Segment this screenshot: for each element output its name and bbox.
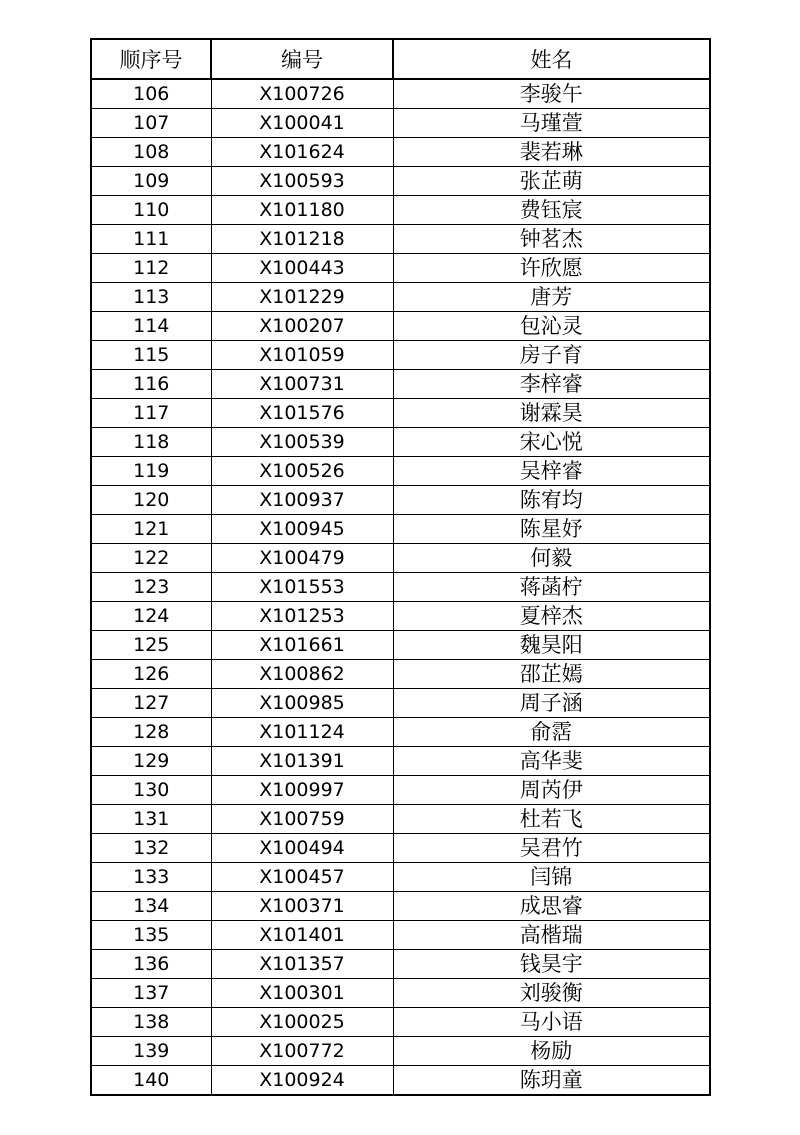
name-cell: 钟茗杰 <box>393 225 710 254</box>
table-row <box>91 1066 710 1096</box>
name-cell: 夏梓杰 <box>393 602 710 631</box>
name-cell: 宋心悦 <box>393 428 710 457</box>
table-row <box>91 109 710 138</box>
seq-cell: 130 <box>91 776 211 805</box>
name-cell: 房子育 <box>393 341 710 370</box>
id-cell: X101059 <box>211 341 393 370</box>
seq-cell: 129 <box>91 747 211 776</box>
table-row <box>91 1037 710 1066</box>
header-row <box>91 39 710 79</box>
name-cell: 张芷萌 <box>393 167 710 196</box>
seq-cell: 126 <box>91 660 211 689</box>
id-cell: X101253 <box>211 602 393 631</box>
seq-cell: 128 <box>91 718 211 747</box>
table-row <box>91 979 710 1008</box>
seq-cell: 138 <box>91 1008 211 1037</box>
seq-cell: 117 <box>91 399 211 428</box>
header-id: 编号 <box>211 39 393 79</box>
id-cell: X100945 <box>211 515 393 544</box>
id-cell: X100997 <box>211 776 393 805</box>
table-row <box>91 225 710 254</box>
seq-cell: 120 <box>91 486 211 515</box>
seq-cell: 132 <box>91 834 211 863</box>
seq-cell: 123 <box>91 573 211 602</box>
id-cell: X100924 <box>211 1066 393 1096</box>
seq-cell: 125 <box>91 631 211 660</box>
id-cell: X100041 <box>211 109 393 138</box>
table-row <box>91 892 710 921</box>
id-cell: X100025 <box>211 1008 393 1037</box>
id-cell: X100593 <box>211 167 393 196</box>
table-header <box>91 39 710 79</box>
name-cell: 李梓睿 <box>393 370 710 399</box>
name-cell: 闫锦 <box>393 863 710 892</box>
table-row <box>91 573 710 602</box>
id-cell: X101624 <box>211 138 393 167</box>
table-row <box>91 428 710 457</box>
table-row <box>91 747 710 776</box>
table-row <box>91 863 710 892</box>
table-row <box>91 805 710 834</box>
name-cell: 钱昊宇 <box>393 950 710 979</box>
table-row <box>91 486 710 515</box>
table-row <box>91 950 710 979</box>
seq-cell: 121 <box>91 515 211 544</box>
name-cell: 高华斐 <box>393 747 710 776</box>
name-cell: 杜若飞 <box>393 805 710 834</box>
name-cell: 马瑾萱 <box>393 109 710 138</box>
seq-cell: 124 <box>91 602 211 631</box>
table-row <box>91 921 710 950</box>
name-cell: 唐芳 <box>393 283 710 312</box>
seq-cell: 133 <box>91 863 211 892</box>
name-cell: 成思睿 <box>393 892 710 921</box>
table-row <box>91 457 710 486</box>
id-cell: X100937 <box>211 486 393 515</box>
name-cell: 魏昊阳 <box>393 631 710 660</box>
seq-cell: 127 <box>91 689 211 718</box>
seq-cell: 135 <box>91 921 211 950</box>
id-cell: X101357 <box>211 950 393 979</box>
id-cell: X101661 <box>211 631 393 660</box>
id-cell: X100726 <box>211 79 393 109</box>
seq-cell: 106 <box>91 79 211 109</box>
name-cell: 吴梓睿 <box>393 457 710 486</box>
seq-cell: 113 <box>91 283 211 312</box>
table-row <box>91 631 710 660</box>
seq-cell: 112 <box>91 254 211 283</box>
name-cell: 何毅 <box>393 544 710 573</box>
id-cell: X100494 <box>211 834 393 863</box>
name-cell: 邵芷嫣 <box>393 660 710 689</box>
table-row <box>91 79 710 109</box>
name-cell: 费钰宸 <box>393 196 710 225</box>
id-cell: X101124 <box>211 718 393 747</box>
seq-cell: 136 <box>91 950 211 979</box>
name-cell: 杨励 <box>393 1037 710 1066</box>
id-cell: X100759 <box>211 805 393 834</box>
name-cell: 蒋菡柠 <box>393 573 710 602</box>
id-cell: X101218 <box>211 225 393 254</box>
name-cell: 包沁灵 <box>393 312 710 341</box>
id-cell: X100301 <box>211 979 393 1008</box>
header-name: 姓名 <box>393 39 710 79</box>
id-cell: X100862 <box>211 660 393 689</box>
id-cell: X101553 <box>211 573 393 602</box>
name-cell: 刘骏衡 <box>393 979 710 1008</box>
table-body <box>91 79 710 1095</box>
seq-cell: 116 <box>91 370 211 399</box>
name-cell: 吴君竹 <box>393 834 710 863</box>
table-row <box>91 167 710 196</box>
table-row <box>91 370 710 399</box>
table-row <box>91 718 710 747</box>
id-cell: X100772 <box>211 1037 393 1066</box>
table-row <box>91 283 710 312</box>
seq-cell: 114 <box>91 312 211 341</box>
table-row <box>91 1008 710 1037</box>
seq-cell: 134 <box>91 892 211 921</box>
id-cell: X100371 <box>211 892 393 921</box>
id-cell: X101229 <box>211 283 393 312</box>
id-cell: X100443 <box>211 254 393 283</box>
name-cell: 陈宥均 <box>393 486 710 515</box>
name-cell: 李骏午 <box>393 79 710 109</box>
name-cell: 周芮伊 <box>393 776 710 805</box>
id-cell: X101576 <box>211 399 393 428</box>
seq-cell: 140 <box>91 1066 211 1096</box>
seq-cell: 118 <box>91 428 211 457</box>
id-cell: X100985 <box>211 689 393 718</box>
table-row <box>91 399 710 428</box>
table-row <box>91 341 710 370</box>
table-row <box>91 689 710 718</box>
name-cell: 马小语 <box>393 1008 710 1037</box>
id-cell: X100457 <box>211 863 393 892</box>
seq-cell: 139 <box>91 1037 211 1066</box>
table-row <box>91 312 710 341</box>
table-row <box>91 660 710 689</box>
table-row <box>91 196 710 225</box>
name-cell: 陈玥童 <box>393 1066 710 1096</box>
seq-cell: 108 <box>91 138 211 167</box>
id-cell: X100207 <box>211 312 393 341</box>
seq-cell: 115 <box>91 341 211 370</box>
seq-cell: 111 <box>91 225 211 254</box>
roster-table <box>90 38 711 1096</box>
name-cell: 裴若琳 <box>393 138 710 167</box>
id-cell: X100539 <box>211 428 393 457</box>
seq-cell: 131 <box>91 805 211 834</box>
seq-cell: 109 <box>91 167 211 196</box>
id-cell: X101180 <box>211 196 393 225</box>
table-row <box>91 515 710 544</box>
seq-cell: 137 <box>91 979 211 1008</box>
header-seq: 顺序号 <box>91 39 211 79</box>
table-row <box>91 544 710 573</box>
table-row <box>91 254 710 283</box>
table-row <box>91 602 710 631</box>
id-cell: X101391 <box>211 747 393 776</box>
id-cell: X101401 <box>211 921 393 950</box>
name-cell: 周子涵 <box>393 689 710 718</box>
name-cell: 俞霑 <box>393 718 710 747</box>
seq-cell: 122 <box>91 544 211 573</box>
name-cell: 谢霖昊 <box>393 399 710 428</box>
name-cell: 许欣愿 <box>393 254 710 283</box>
seq-cell: 107 <box>91 109 211 138</box>
id-cell: X100731 <box>211 370 393 399</box>
table-row <box>91 138 710 167</box>
table-row <box>91 776 710 805</box>
name-cell: 高楷瑞 <box>393 921 710 950</box>
seq-cell: 119 <box>91 457 211 486</box>
roster-sheet <box>90 38 711 1096</box>
name-cell: 陈星妤 <box>393 515 710 544</box>
id-cell: X100479 <box>211 544 393 573</box>
seq-cell: 110 <box>91 196 211 225</box>
table-row <box>91 834 710 863</box>
id-cell: X100526 <box>211 457 393 486</box>
